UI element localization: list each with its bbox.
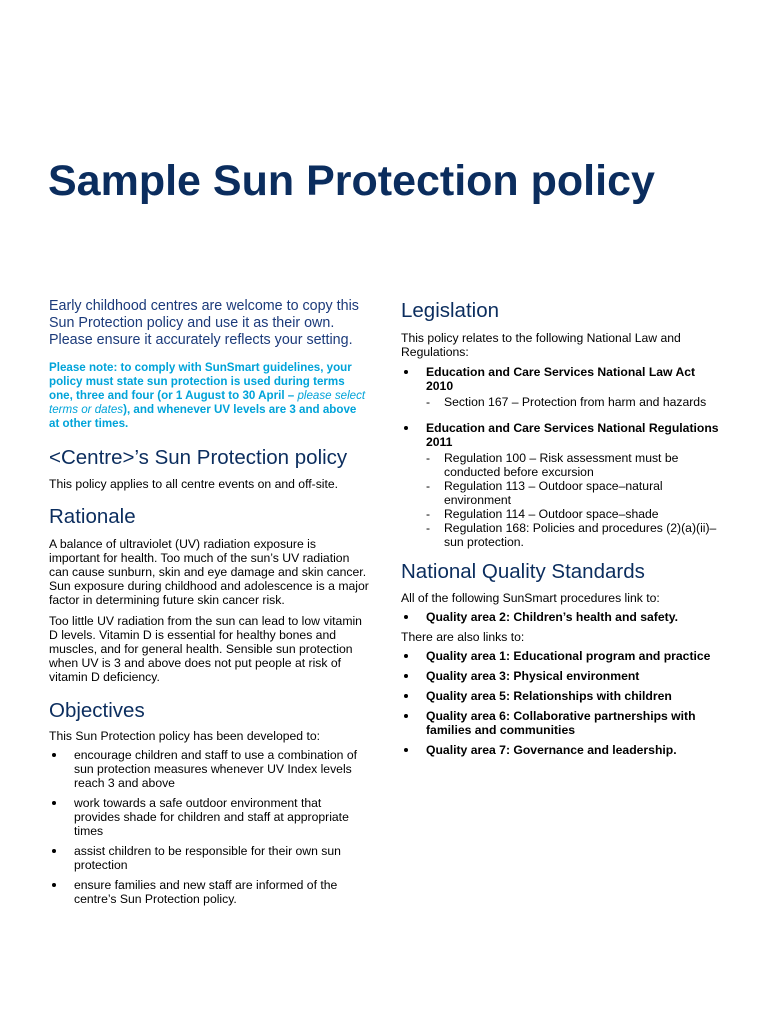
list-item: Quality area 7: Governance and leadership.: [401, 743, 721, 757]
centre-policy-text: This policy applies to all centre events on and off-site.: [49, 477, 339, 491]
note-text-italic: please select terms or dates: [49, 389, 366, 416]
list-item: [401, 365, 721, 409]
right-column: [401, 298, 721, 763]
sub-list-item: - Regulation 100 – Risk assessment must be conducted before excursion: [426, 451, 721, 479]
list-item: Quality area 3: Physical environment: [401, 669, 721, 683]
note-text-1: Please note: to comply with SunSmart guidelines, your policy must state sun protection is used during terms one, three and four (or 1 August to 30 April –: [49, 361, 352, 402]
list-item: Quality area 1: Educational program and practice: [401, 649, 721, 663]
list-item: Quality area 6: Collaborative partnerships with families and communities: [401, 709, 721, 737]
nqs-heading: National Quality Standards: [401, 560, 645, 583]
list-item: Quality area 2: Children’s health and safety.: [401, 610, 721, 624]
rationale-paragraph-2: Too little UV radiation from the sun can lead to low vitamin D levels. Vitamin D is essential for healthy bones and muscles, and for general health. Sensible sun protection when UV is 3 and above does not put people at risk of vitamin D deficiency.: [49, 614, 362, 684]
sub-list-item: - Regulation 168: Policies and procedures (2)(a)(ii)–sun protection.: [426, 521, 721, 549]
list-item: encourage children and staff to use a combination of sun protection measures whenever UV Index levels reach 3 and above: [49, 748, 369, 790]
sub-list-item: - Section 167 – Protection from harm and hazards: [426, 395, 721, 409]
list-item: ensure families and new staff are informed of the centre’s Sun Protection policy.: [49, 878, 369, 906]
list-item: assist children to be responsible for their own sun protection: [49, 844, 369, 872]
legislation-act-title: Education and Care Services National Law Act 2010: [426, 365, 696, 393]
objectives-list: [49, 748, 369, 906]
sub-list-item: - Regulation 113 – Outdoor space–natural environment: [426, 479, 721, 507]
legislation-regulations-title: Education and Care Services National Regulations 2011: [426, 421, 719, 449]
note-text-2: ), and whenever UV levels are 3 and above at other times.: [49, 403, 357, 430]
sub-list: [426, 395, 721, 409]
list-item: Quality area 5: Relationships with children: [401, 689, 721, 703]
nqs-list: [401, 649, 721, 757]
legislation-list: [401, 365, 721, 549]
sub-list: [426, 451, 721, 549]
nqs-intro: All of the following SunSmart procedures link to:: [401, 591, 660, 605]
legislation-heading: Legislation: [401, 299, 500, 322]
sub-list-item: - Regulation 114 – Outdoor space–shade: [426, 507, 721, 521]
nqs-also-text: There are also links to:: [401, 630, 525, 644]
rationale-heading: Rationale: [49, 505, 136, 528]
list-item: work towards a safe outdoor environment that provides shade for children and staff at appropriate times: [49, 796, 369, 838]
intro-text: Early childhood centres are welcome to copy this Sun Protection policy and use it as their own. Please ensure it accurately reflects your setting.: [49, 298, 359, 348]
objectives-intro: This Sun Protection policy has been developed to:: [49, 729, 321, 743]
list-item: [401, 421, 721, 549]
legislation-intro: This policy relates to the following National Law and Regulations:: [401, 331, 681, 359]
left-column: [49, 298, 369, 912]
centre-policy-heading: <Centre>’s Sun Protection policy: [49, 446, 348, 469]
page-title: Sample Sun Protection policy: [48, 157, 655, 205]
rationale-paragraph-1: A balance of ultraviolet (UV) radiation exposure is important for health. Too much of the sun’s UV radiation can cause sunburn, skin and eye damage and skin cancer. Sun exposure during childhood and adolescence is a major factor in determining future skin cancer risk.: [49, 537, 369, 607]
nqs-primary-list: [401, 610, 721, 624]
guideline-note: [49, 361, 369, 431]
objectives-heading: Objectives: [49, 699, 145, 722]
